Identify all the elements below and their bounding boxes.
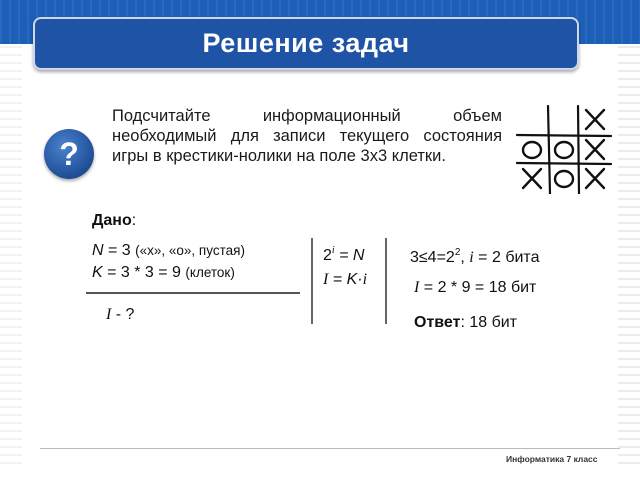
question-mark-icon: ? — [59, 135, 79, 172]
formula-line-1: $2^i = N$ — [323, 245, 365, 264]
x-mark — [586, 140, 604, 159]
x-mark — [586, 169, 604, 188]
given-n-line: N = 3 («х», «о», пустая) — [92, 242, 245, 259]
unknown-line: I - ? — [106, 306, 135, 323]
page-title: Решение задач — [202, 28, 410, 58]
given-divider — [86, 292, 300, 294]
title-banner — [33, 17, 579, 70]
given-label: Дано: — [92, 212, 137, 229]
question-badge — [44, 129, 94, 179]
tic-tac-toe-board — [515, 104, 615, 194]
right-decor-stripes — [618, 44, 640, 464]
x-mark — [523, 169, 541, 188]
left-decor-stripes — [0, 44, 22, 464]
footer-divider — [40, 448, 620, 449]
given-k-line: K = 3 * 3 = 9 (клеток) — [92, 264, 235, 281]
formula-left-divider — [311, 238, 313, 324]
formula-line-2: I = K·i — [323, 271, 368, 288]
answer-line: Ответ: 18 бит — [414, 314, 517, 331]
formula-right-divider — [385, 238, 387, 324]
solution-line-1: $3\le 4=2^2$, i = 2 бита — [410, 247, 540, 266]
o-mark — [555, 171, 573, 187]
o-mark — [555, 142, 573, 158]
solution-line-2: I = 2 * 9 = 18 бит — [414, 279, 537, 296]
x-mark — [586, 110, 604, 129]
footer-course-label: Информатика 7 класс — [506, 454, 598, 464]
task-text: Подсчитайте информационный объем необходимый для записи текущего состояния игры в крестики-нолики на поле 3х3 клетки. — [112, 107, 502, 165]
o-mark — [523, 142, 541, 158]
